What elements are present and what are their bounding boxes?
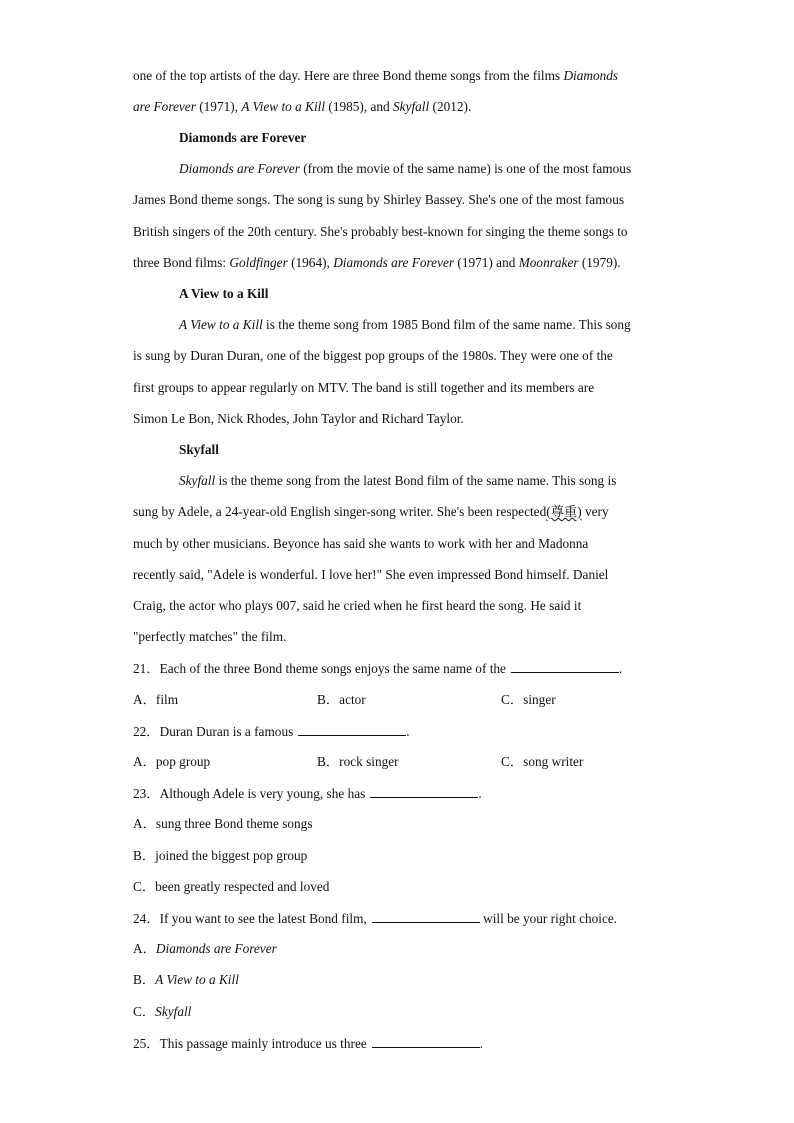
option-b[interactable]: B．joined the biggest pop group [133,848,308,863]
question-24: 24．If you want to see the latest Bond film, will be your right choice. [133,911,618,926]
answer-blank[interactable] [511,659,619,673]
option-b[interactable]: B．actor [317,692,366,707]
question-21: 21．Each of the three Bond theme songs enjoys the same name of the . [133,661,623,676]
option-b[interactable]: B．rock singer [317,754,399,769]
paragraph-line: sung by Adele, a 24-year-old English singer-song writer. She's been respected(尊重) very [133,504,609,519]
option-a[interactable]: A．pop group [133,754,211,769]
option-a[interactable]: A．Diamonds are Forever [133,941,277,956]
paragraph-line: Simon Le Bon, Nick Rhodes, John Taylor and Richard Taylor. [133,411,464,426]
answer-blank[interactable] [372,909,480,923]
paragraph-line: "perfectly matches" the film. [133,629,287,644]
answer-blank[interactable] [370,784,478,798]
paragraph-line: British singers of the 20th century. She's probably best-known for singing the theme songs to [133,224,628,239]
question-25: 25．This passage mainly introduce us three . [133,1036,484,1051]
paragraph-line: first groups to appear regularly on MTV. The band is still together and its members are [133,380,595,395]
answer-blank[interactable] [298,722,406,736]
paragraph-line: is sung by Duran Duran, one of the biggest pop groups of the 1980s. They were one of the [133,348,613,363]
option-b[interactable]: B．A View to a Kill [133,972,239,987]
option-c[interactable]: C．singer [501,692,556,707]
section-heading-diamonds: Diamonds are Forever [179,130,307,145]
paragraph-line: recently said, "Adele is wonderful. I love her!" She even impressed Bond himself. Daniel [133,567,609,582]
paragraph-line: Craig, the actor who plays 007, said he cried when he first heard the song. He said it [133,598,582,613]
section-heading-view-to-a-kill: A View to a Kill [179,286,269,301]
paragraph-line: Diamonds are Forever (from the movie of the same name) is one of the most famous [179,161,632,176]
option-c[interactable]: C．song writer [501,754,584,769]
gloss-annotation: (尊重) [546,504,582,519]
option-c[interactable]: C．been greatly respected and loved [133,879,330,894]
answer-blank[interactable] [372,1034,480,1048]
paragraph-line: Skyfall is the theme song from the latest Bond film of the same name. This song is [179,473,617,488]
paragraph-line: James Bond theme songs. The song is sung by Shirley Bassey. She's one of the most famous [133,192,625,207]
intro-line-2: are Forever (1971), A View to a Kill (1985), and Skyfall (2012). [133,99,472,114]
question-23: 23．Although Adele is very young, she has . [133,786,482,801]
paragraph-line: A View to a Kill is the theme song from 1985 Bond film of the same name. This song [179,317,631,332]
section-heading-skyfall: Skyfall [179,442,219,457]
paragraph-line: much by other musicians. Beyonce has said she wants to work with her and Madonna [133,536,589,551]
paragraph-line: three Bond films: Goldfinger (1964), Diamonds are Forever (1971) and Moonraker (1979). [133,255,621,270]
question-22: 22．Duran Duran is a famous . [133,724,410,739]
option-c[interactable]: C．Skyfall [133,1004,192,1019]
option-a[interactable]: A．sung three Bond theme songs [133,816,313,831]
intro-line-1: one of the top artists of the day. Here are three Bond theme songs from the films Diamonds [133,68,619,83]
option-a[interactable]: A．film [133,692,179,707]
